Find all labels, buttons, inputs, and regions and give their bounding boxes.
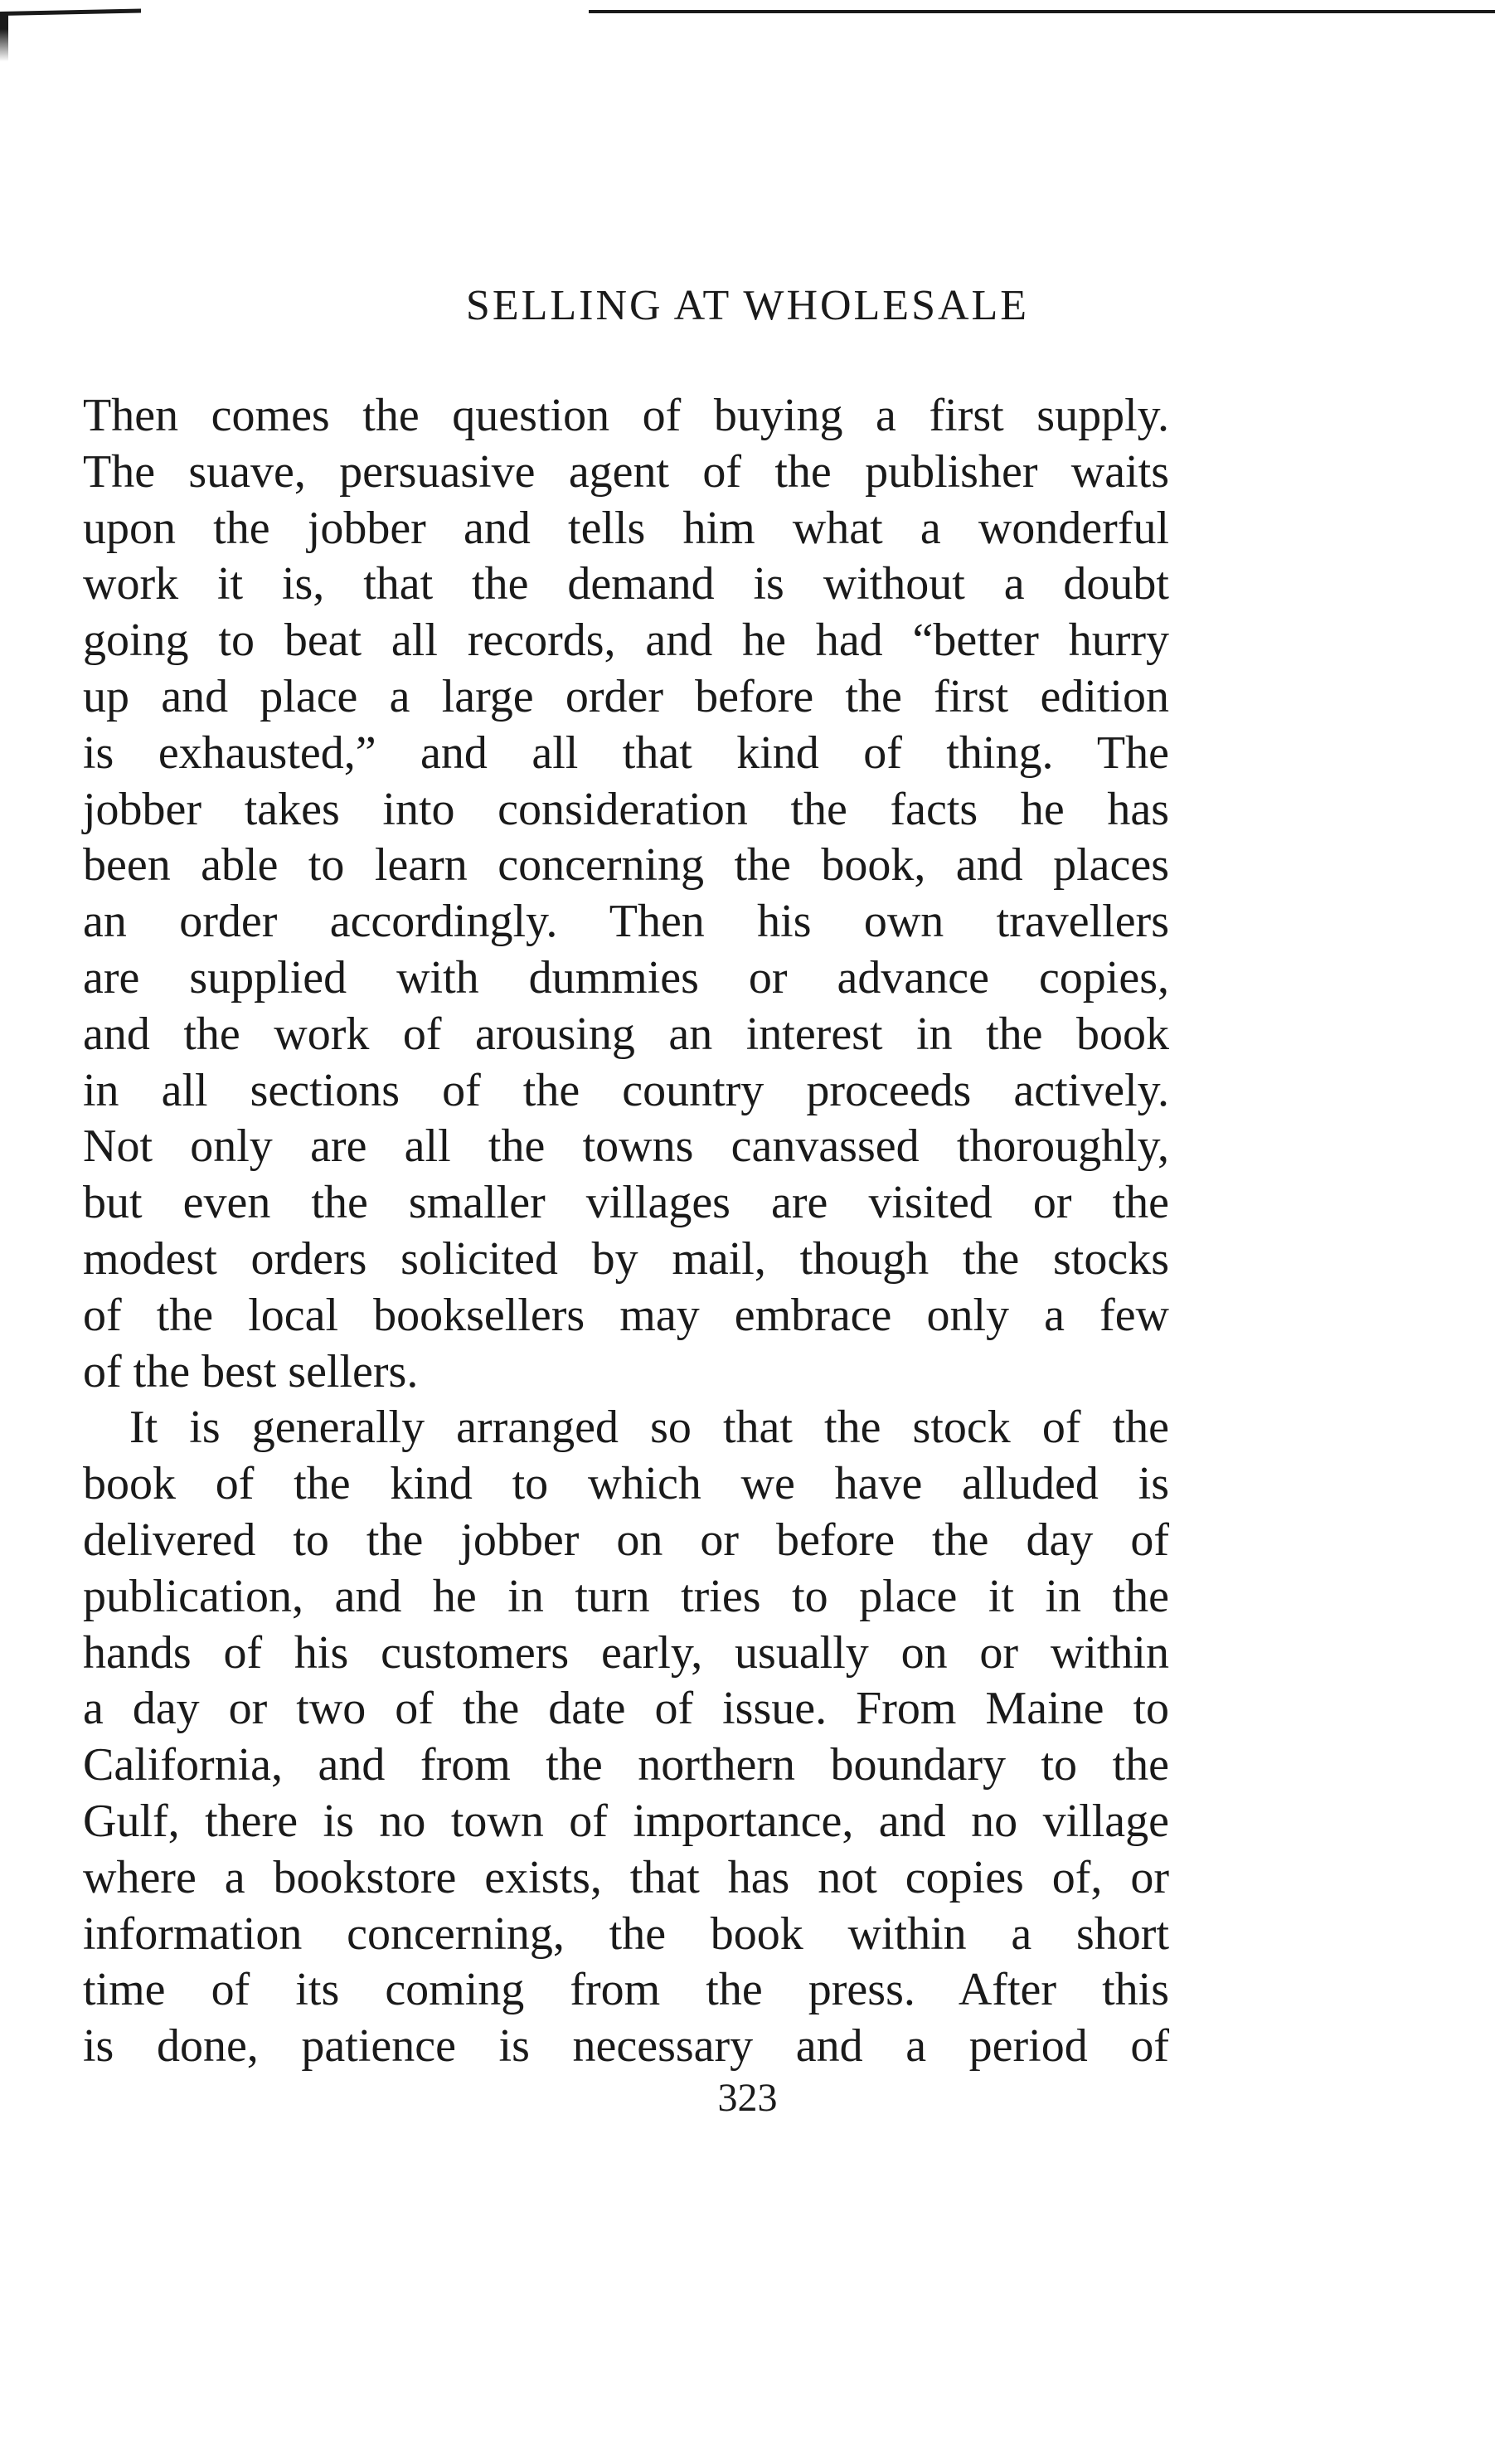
text-line: work it is, that the demand is without a doubt bbox=[83, 558, 1169, 610]
text-line: is done, patience is necessary and a period of bbox=[83, 2020, 1169, 2073]
text-line: a day or two of the date of issue. From Maine to bbox=[83, 1683, 1169, 1735]
text-line: but even the smaller villages are visited or the bbox=[83, 1177, 1169, 1229]
scan-corner-mark bbox=[0, 12, 8, 61]
text-line: of the best sellers. bbox=[83, 1345, 419, 1397]
text-line: upon the jobber and tells him what a wonderful bbox=[83, 502, 1169, 554]
text-line: information concerning, the book within a short bbox=[83, 1908, 1169, 1960]
text-line: are supplied with dummies or advance copies, bbox=[83, 951, 1169, 1004]
text-line: Gulf, there is no town of importance, and no village bbox=[83, 1795, 1169, 1847]
text-line: an order accordingly. Then his own travellers bbox=[83, 896, 1169, 948]
text-line: up and place a large order before the first edition bbox=[83, 670, 1169, 722]
text-line: is exhausted,” and all that kind of thing. The bbox=[83, 727, 1169, 779]
text-line: delivered to the jobber on or before the day of bbox=[83, 1514, 1169, 1566]
text-line: book of the kind to which we have alluded is bbox=[83, 1458, 1169, 1510]
text-line: Then comes the question of buying a first supply. bbox=[83, 390, 1169, 441]
top-rule-right bbox=[589, 10, 1495, 13]
text-line: jobber takes into consideration the facts he has bbox=[83, 783, 1169, 835]
running-head: SELLING AT WHOLESALE bbox=[465, 282, 1030, 329]
top-rule-left bbox=[0, 8, 141, 16]
body-text bbox=[83, 388, 1169, 2075]
text-line: going to beat all records, and he had “better hurry bbox=[83, 615, 1169, 667]
text-line: of the local booksellers may embrace only a few bbox=[83, 1289, 1169, 1341]
paragraph-2 bbox=[83, 1400, 1169, 2075]
text-line: It is generally arranged so that the stock of the bbox=[129, 1402, 1169, 1454]
text-line: publication, and he in turn tries to place it in the bbox=[83, 1570, 1169, 1622]
text-line: where a bookstore exists, that has not copies of, or bbox=[83, 1851, 1169, 1903]
text-line: been able to learn concerning the book, and places bbox=[83, 839, 1169, 892]
text-line: in all sections of the country proceeds actively. bbox=[83, 1064, 1169, 1116]
text-line: hands of his customers early, usually on or within bbox=[83, 1626, 1169, 1679]
text-line: Not only are all the towns canvassed thoroughly, bbox=[83, 1120, 1169, 1173]
text-line: California, and from the northern boundary to the bbox=[83, 1739, 1169, 1791]
text-line: and the work of arousing an interest in the book bbox=[83, 1008, 1169, 1060]
paragraph-1 bbox=[83, 388, 1169, 1400]
text-line: The suave, persuasive agent of the publisher waits bbox=[83, 445, 1169, 498]
text-line: modest orders solicited by mail, though the stocks bbox=[83, 1232, 1169, 1285]
text-line: time of its coming from the press. After this bbox=[83, 1964, 1169, 2016]
page-number: 323 bbox=[717, 2076, 778, 2120]
